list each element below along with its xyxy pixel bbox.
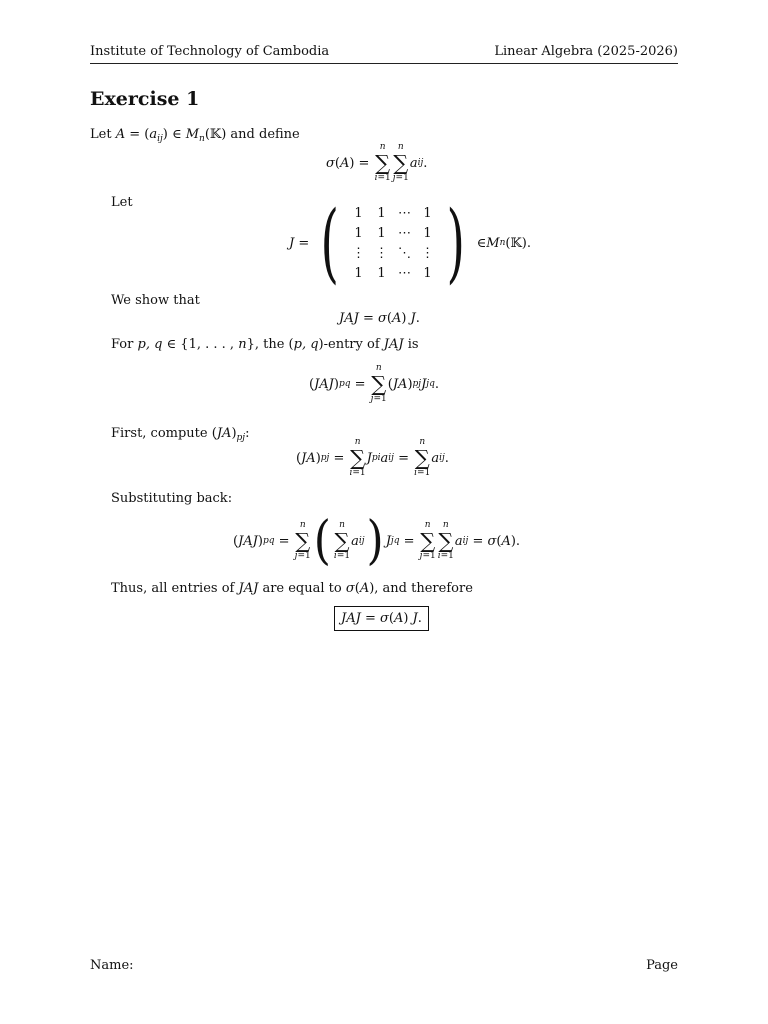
exercise-title: Exercise 1: [90, 88, 200, 110]
footer-name: Name:: [90, 958, 134, 973]
header-rule: [90, 63, 678, 64]
claim-equation: JAJ = σ(A) J.: [339, 311, 420, 326]
header-institute: Institute of Technology of Cambodia: [90, 44, 330, 59]
entry-equation: ( JAJ ) pq = n ∑ j=1 ( JA ) pj J jq .: [309, 363, 439, 405]
sigma-definition: σ ( A ) = n ∑ i=1 n ∑ j=1 a ij .: [326, 142, 428, 184]
let-j-text: Let: [111, 195, 133, 210]
let-word: Let: [90, 127, 112, 142]
and-define-text: and define: [230, 127, 300, 142]
header-course: Linear Algebra (2025-2026): [494, 44, 678, 59]
we-show-text: We show that: [111, 293, 200, 308]
substituting-text: Substituting back:: [111, 491, 233, 506]
footer-page: Page: [646, 958, 678, 973]
first-compute-line: First, compute $(JA)_{pj}$:: [111, 426, 250, 443]
thus-line: Thus, all entries of JAJ are equal to σ(A), and therefore: [111, 581, 473, 596]
for-entry-line: For p, q ∈ {1, . . . , n}, the (p, q)-entry of JAJ is: [111, 337, 419, 352]
matrix-j-definition: J = ( 1 1 ⋯ 1 1 1 ⋯ 1 ⋮ ⋮ ⋱ ⋮ 1 1 ⋯ 1 ) ∈ M n (𝕂).: [289, 193, 531, 293]
intro-line: Let $A = (a_{ij})$ ∈ $M_n(𝕂)$ and define: [90, 127, 300, 144]
ja-equation: ( JA ) pj = n ∑ i=1 J pi a ij = n ∑ i=1 a ij .: [296, 437, 449, 479]
boxed-result: JAJ = σ(A) J.: [334, 611, 429, 626]
substitution-equation: ( JAJ ) pq = n ∑ j=1 ( n ∑ i=1 a ij ) J jq = n ∑ j=1 n ∑ i=1 a ij = σ ( A ).: [233, 509, 521, 571]
matrix-j: ( 1 1 ⋯ 1 1 1 ⋯ 1 ⋮ ⋮ ⋱ ⋮ 1 1 ⋯ 1 ): [320, 193, 465, 293]
